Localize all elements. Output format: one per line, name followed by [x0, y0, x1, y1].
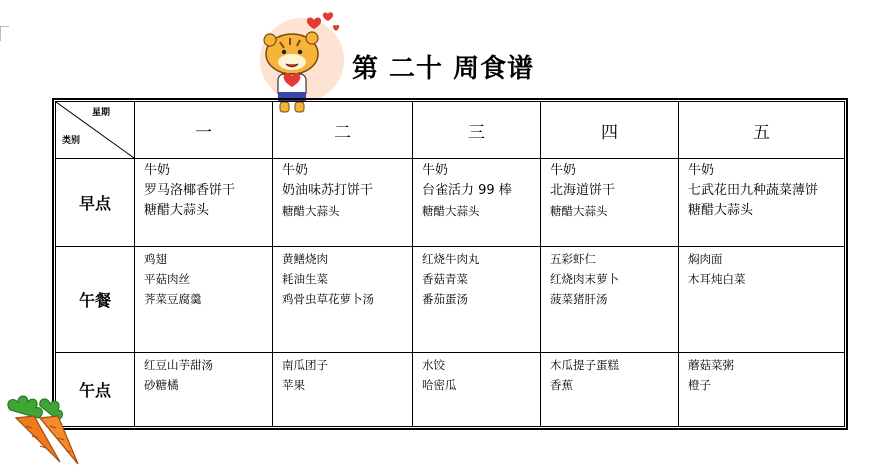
menu-item: 木瓜提子蛋糕: [550, 358, 619, 372]
menu-item: 哈密瓜: [422, 378, 457, 392]
menu-item: 苹果: [282, 378, 305, 392]
menu-item: 耗油生菜: [282, 272, 328, 286]
menu-item: 牛奶: [550, 163, 577, 178]
menu-item: 番茄蛋汤: [422, 292, 468, 306]
menu-item: 红烧肉末萝卜: [550, 272, 619, 286]
menu-item: 糖醋大蒜头: [422, 204, 480, 218]
menu-cell: [273, 353, 412, 395]
menu-item: 糖醋大蒜头: [144, 203, 210, 218]
menu-item: 红烧牛肉丸: [422, 252, 480, 266]
menu-item: 南瓜团子: [282, 358, 328, 372]
menu-cell: [541, 353, 678, 395]
menu-cell: [541, 247, 678, 309]
menu-item: 荠菜豆腐羹: [144, 292, 202, 306]
meal-category-label: 午点: [56, 353, 135, 427]
meal-row-afternoon-snack: [56, 353, 845, 427]
carrots-icon: [0, 392, 84, 468]
menu-item: 牛奶: [422, 163, 449, 178]
menu-item: 香菇青菜: [422, 272, 468, 286]
meal-category-label: 午餐: [56, 247, 135, 353]
menu-cell: [413, 353, 540, 395]
meal-row-breakfast: [56, 159, 845, 247]
corner-label-category: 类别: [62, 136, 81, 146]
menu-cell: [679, 353, 844, 395]
menu-item: 台雀活力 99 棒: [422, 183, 512, 198]
menu-item: 北海道饼干: [550, 183, 616, 198]
menu-item: 菠菜猪肝汤: [550, 292, 608, 306]
corner-header-cell: [56, 102, 135, 159]
day-header: 三: [413, 102, 541, 159]
menu-item: 焖肉面: [688, 252, 723, 266]
menu-item: 牛奶: [688, 163, 715, 178]
menu-cell: [135, 247, 272, 309]
menu-item: 水饺: [422, 358, 445, 372]
menu-item: 橙子: [688, 378, 711, 392]
menu-item: 木耳炖白菜: [688, 272, 746, 286]
day-header: 五: [679, 102, 845, 159]
page-corner-mark: [0, 26, 9, 41]
menu-item: 糖醋大蒜头: [282, 204, 340, 218]
meal-category-label: 早点: [56, 159, 135, 247]
menu-item: 黄鳝烧肉: [282, 252, 328, 266]
menu-cell: [273, 159, 412, 221]
menu-item: 罗马洛椰香饼干: [144, 183, 236, 198]
meal-row-lunch: [56, 247, 845, 353]
day-header: 四: [541, 102, 679, 159]
menu-cell: [135, 353, 272, 395]
corner-label-weekday: 星期: [91, 108, 110, 118]
menu-cell: [413, 247, 540, 309]
menu-item: 糖醋大蒜头: [688, 203, 754, 218]
menu-item: 蘑菇菜粥: [688, 358, 734, 372]
menu-item: 红豆山芋甜汤: [144, 358, 213, 372]
menu-cell: [273, 247, 412, 309]
header-row: [56, 102, 845, 159]
menu-item: 糖醋大蒜头: [550, 204, 608, 218]
menu-item: 牛奶: [282, 163, 309, 178]
day-header: 二: [273, 102, 413, 159]
page-title: 第 二十 周食谱: [352, 54, 535, 84]
menu-cell: [135, 159, 272, 221]
menu-item: 七武花田九种蔬菜薄饼: [688, 183, 819, 198]
menu-cell: [679, 247, 844, 289]
day-header: 一: [135, 102, 273, 159]
menu-cell: [413, 159, 540, 221]
weekly-menu-table: [52, 98, 848, 430]
menu-item: 牛奶: [144, 163, 171, 178]
menu-cell: [541, 159, 678, 221]
menu-item: 香蕉: [550, 378, 573, 392]
menu-item: 鸡骨虫草花萝卜汤: [282, 292, 374, 306]
menu-item: 奶油味苏打饼干: [282, 183, 374, 198]
menu-item: 平菇肉丝: [144, 272, 190, 286]
menu-item: 鸡翅: [144, 252, 167, 266]
menu-item: 砂糖橘: [144, 378, 179, 392]
menu-item: 五彩虾仁: [550, 252, 596, 266]
menu-cell: [679, 159, 844, 221]
